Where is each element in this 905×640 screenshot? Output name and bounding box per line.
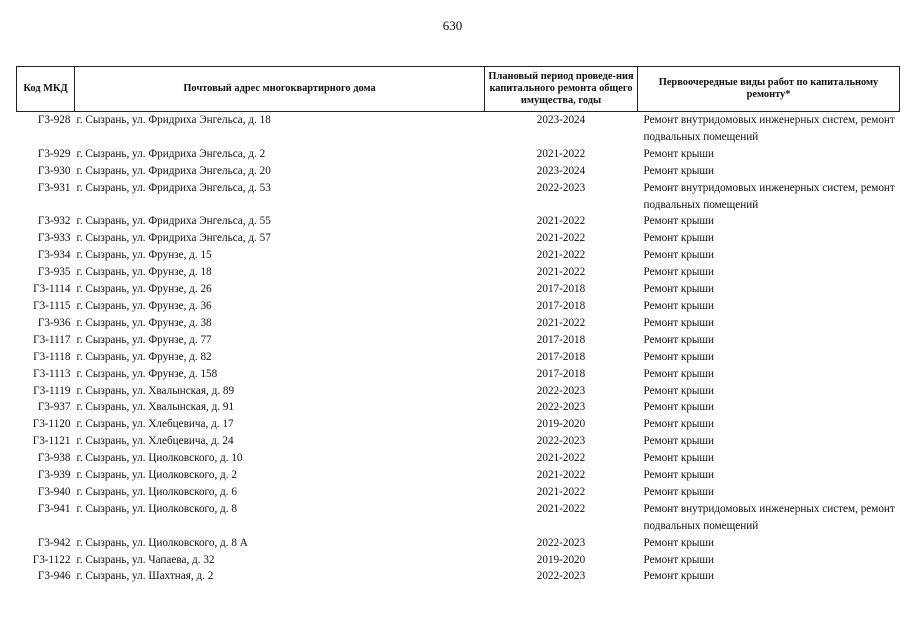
table-row (17, 467, 900, 484)
table-header (17, 67, 900, 112)
cell-address: г. Сызрань, ул. Фрунзе, д. 18 (76, 266, 212, 279)
cell-works: Ремонт крыши (643, 283, 715, 296)
cell-works: Ремонт внутридомовых инженерных систем, ремонт подвальных помещений (643, 181, 895, 211)
cell-period: 2021-2022 (536, 215, 586, 228)
cell-period: 2022-2023 (536, 181, 586, 194)
header-works: Первоочередные виды работ по капитальному ремонту* (638, 67, 900, 112)
table-row (17, 247, 900, 264)
table-row (17, 535, 900, 552)
table-row (17, 332, 900, 349)
cell-code: Г3-1118 (33, 350, 71, 363)
cell-address: г. Сызрань, ул. Фридриха Энгельса, д. 57 (76, 232, 271, 245)
cell-period: 2022-2023 (536, 401, 586, 414)
cell-works: Ремонт внутридомовых инженерных систем, ремонт подвальных помещений (643, 502, 895, 532)
cell-period: 2023-2024 (536, 114, 586, 126)
cell-code: Г3-939 (37, 469, 71, 482)
table-row (17, 315, 900, 332)
cell-works: Ремонт крыши (643, 367, 715, 380)
cell-works: Ремонт крыши (643, 232, 715, 245)
table-row (17, 146, 900, 163)
cell-address: г. Сызрань, ул. Фрунзе, д. 36 (76, 299, 212, 312)
header-period: Плановый период проведе-ния капитального ремонта общего имущества, годы (485, 67, 638, 112)
table-row (17, 349, 900, 366)
cell-address: г. Сызрань, ул. Фрунзе, д. 158 (76, 367, 218, 380)
table-row (17, 399, 900, 416)
cell-works: Ремонт крыши (643, 401, 715, 414)
cell-works: Ремонт крыши (643, 299, 715, 312)
cell-code: Г3-1122 (32, 553, 71, 566)
cell-code: Г3-938 (37, 452, 71, 465)
table-row (17, 264, 900, 281)
cell-period: 2021-2022 (536, 452, 586, 465)
cell-works: Ремонт крыши (643, 164, 715, 177)
cell-period: 2019-2020 (536, 553, 586, 566)
table-row (17, 366, 900, 383)
cell-works: Ремонт крыши (643, 469, 715, 482)
cell-code: Г3-928 (37, 114, 71, 126)
cell-period: 2022-2023 (536, 384, 586, 397)
cell-address: г. Сызрань, ул. Фридриха Энгельса, д. 53 (76, 181, 271, 194)
cell-works: Ремонт крыши (643, 435, 715, 448)
table-row (17, 281, 900, 298)
cell-works: Ремонт внутридомовых инженерных систем, ремонт подвальных помещений (643, 114, 895, 143)
cell-code: Г3-942 (37, 536, 71, 549)
cell-works: Ремонт крыши (643, 485, 715, 498)
cell-address: г. Сызрань, ул. Хвалынская, д. 91 (76, 401, 235, 414)
table-row (17, 568, 900, 585)
cell-code: Г3-1117 (33, 333, 71, 346)
cell-works: Ремонт крыши (643, 147, 715, 160)
cell-period: 2021-2022 (536, 249, 586, 262)
cell-period: 2021-2022 (536, 502, 586, 515)
cell-period: 2017-2018 (536, 283, 586, 296)
cell-works: Ремонт крыши (643, 350, 715, 363)
table-row (17, 213, 900, 230)
cell-works: Ремонт крыши (643, 215, 715, 228)
cell-address: г. Сызрань, ул. Шахтная, д. 2 (76, 570, 214, 583)
cell-address: г. Сызрань, ул. Фрунзе, д. 77 (76, 333, 212, 346)
table-row (17, 450, 900, 467)
cell-address: г. Сызрань, ул. Циолковского, д. 2 (76, 469, 237, 482)
table-row (17, 163, 900, 180)
table-row (17, 552, 900, 569)
cell-period: 2017-2018 (536, 367, 586, 380)
table-body (17, 112, 900, 586)
header-row (17, 67, 900, 112)
cell-address: г. Сызрань, ул. Фридриха Энгельса, д. 55 (76, 215, 271, 228)
cell-code: Г3-934 (37, 249, 71, 262)
cell-period: 2019-2020 (536, 418, 586, 431)
cell-address: г. Сызрань, ул. Хлебцевича, д. 17 (76, 418, 234, 431)
cell-works: Ремонт крыши (643, 316, 715, 329)
table-row (17, 484, 900, 501)
cell-period: 2017-2018 (536, 299, 586, 312)
cell-address: г. Сызрань, ул. Хлебцевича, д. 24 (76, 435, 234, 448)
table-row (17, 298, 900, 315)
cell-code: Г3-931 (37, 181, 71, 194)
cell-address: г. Сызрань, ул. Фридриха Энгельса, д. 18 (76, 114, 271, 126)
cell-works: Ремонт крыши (643, 384, 715, 397)
cell-period: 2017-2018 (536, 333, 586, 346)
cell-address: г. Сызрань, ул. Фридриха Энгельса, д. 20 (76, 164, 271, 177)
header-address: Почтовый адрес многоквартирного дома (75, 67, 485, 112)
cell-period: 2022-2023 (536, 435, 586, 448)
cell-code: Г3-1113 (33, 367, 71, 380)
cell-period: 2021-2022 (536, 266, 586, 279)
page-number: 630 (442, 18, 463, 33)
table-row (17, 433, 900, 450)
cell-works: Ремонт крыши (643, 452, 715, 465)
cell-code: Г3-937 (37, 401, 71, 414)
cell-works: Ремонт крыши (643, 570, 715, 583)
cell-address: г. Сызрань, ул. Фрунзе, д. 38 (76, 316, 212, 329)
cell-period: 2021-2022 (536, 316, 586, 329)
cell-works: Ремонт крыши (643, 553, 715, 566)
cell-address: г. Сызрань, ул. Фрунзе, д. 26 (76, 283, 212, 296)
cell-code: Г3-929 (37, 147, 71, 160)
cell-code: Г3-933 (37, 232, 71, 245)
table-row (17, 501, 900, 535)
cell-address: г. Сызрань, ул. Фрунзе, д. 15 (76, 249, 212, 262)
header-code: Код МКД (17, 67, 75, 112)
cell-works: Ремонт крыши (643, 536, 715, 549)
cell-address: г. Сызрань, ул. Циолковского, д. 6 (76, 485, 237, 498)
capital-repair-table (16, 66, 900, 585)
cell-period: 2021-2022 (536, 469, 586, 482)
cell-period: 2023-2024 (536, 164, 586, 177)
cell-code: Г3-935 (37, 266, 71, 279)
cell-code: Г3-941 (37, 502, 71, 515)
cell-works: Ремонт крыши (643, 266, 715, 279)
cell-address: г. Сызрань, ул. Циолковского, д. 8 А (76, 536, 248, 549)
cell-period: 2021-2022 (536, 147, 586, 160)
cell-code: Г3-936 (37, 316, 71, 329)
cell-code: Г3-1119 (33, 384, 71, 397)
cell-code: Г3-1114 (33, 283, 71, 296)
cell-address: г. Сызрань, ул. Чапаева, д. 32 (76, 553, 215, 566)
cell-address: г. Сызрань, ул. Фрунзе, д. 82 (76, 350, 212, 363)
cell-code: Г3-1120 (32, 418, 71, 431)
cell-works: Ремонт крыши (643, 249, 715, 262)
cell-address: г. Сызрань, ул. Циолковского, д. 10 (76, 452, 243, 465)
cell-code: Г3-1115 (33, 299, 71, 312)
cell-code: Г3-946 (37, 570, 71, 583)
cell-period: 2022-2023 (536, 570, 586, 583)
cell-code: Г3-930 (37, 164, 71, 177)
cell-address: г. Сызрань, ул. Хвалынская, д. 89 (76, 384, 235, 397)
cell-period: 2021-2022 (536, 485, 586, 498)
table-row (17, 230, 900, 247)
table-row (17, 180, 900, 214)
cell-code: Г3-940 (37, 485, 71, 498)
cell-period: 2021-2022 (536, 232, 586, 245)
cell-address: г. Сызрань, ул. Циолковского, д. 8 (76, 502, 237, 515)
cell-code: Г3-932 (37, 215, 71, 228)
cell-works: Ремонт крыши (643, 418, 715, 431)
cell-period: 2022-2023 (536, 536, 586, 549)
table-row (17, 383, 900, 400)
table-row (17, 112, 900, 146)
cell-address: г. Сызрань, ул. Фридриха Энгельса, д. 2 (76, 147, 266, 160)
cell-works: Ремонт крыши (643, 333, 715, 346)
table-row (17, 416, 900, 433)
cell-period: 2017-2018 (536, 350, 586, 363)
cell-code: Г3-1121 (32, 435, 71, 448)
